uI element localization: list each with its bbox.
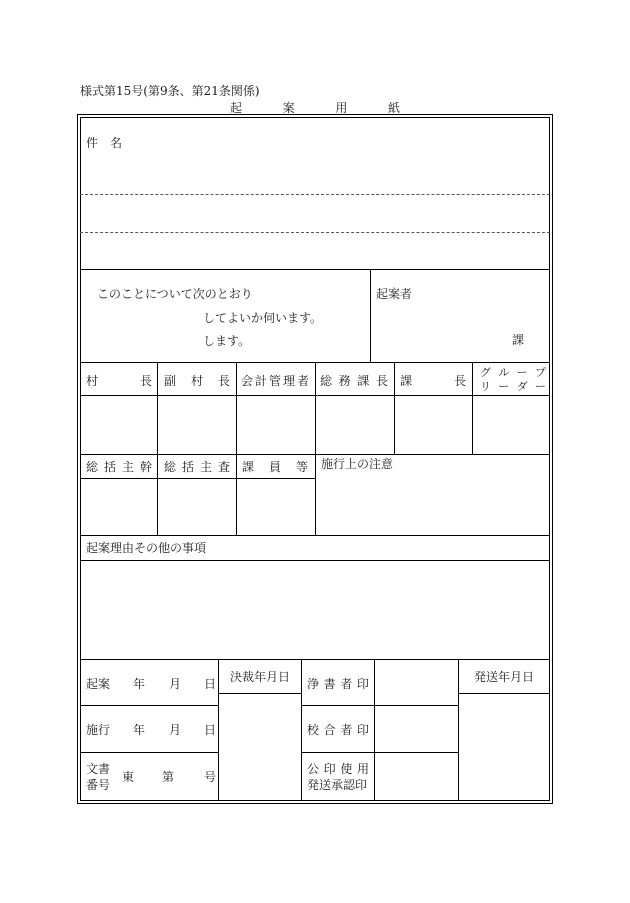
request-line-1: このことについて次のとおり xyxy=(97,287,253,301)
subject-line-1 xyxy=(80,194,550,195)
divider xyxy=(218,693,301,694)
deputy-chief-header: 副 村 長 xyxy=(164,374,230,388)
doc-number-suffix: 号 xyxy=(204,770,217,784)
divider xyxy=(80,705,218,706)
seal-use-label: 公 印 使 用 xyxy=(307,762,369,776)
request-line-3: します。 xyxy=(203,334,251,348)
drafted-label: 起案 xyxy=(86,677,111,691)
divider xyxy=(157,362,158,535)
section-chief-header: 課 長 xyxy=(400,374,466,388)
village-chief-header: 村 長 xyxy=(86,374,152,388)
divider xyxy=(80,659,550,660)
drafted-day: 日 xyxy=(204,677,217,691)
drafted-year: 年 xyxy=(133,677,146,691)
doc-label-1: 文書 xyxy=(86,762,111,776)
divider xyxy=(80,535,550,536)
group-leader-header-2: リ ー ダ ー xyxy=(480,380,546,393)
divider xyxy=(236,362,237,535)
divider xyxy=(374,659,375,801)
divider xyxy=(458,659,459,801)
request-line-2: してよいか伺います。 xyxy=(203,311,323,325)
reason-label: 起案理由その他の事項 xyxy=(86,541,207,555)
decision-date-label: 決裁年月日 xyxy=(230,670,291,684)
title-char: 紙 xyxy=(387,101,400,115)
dispatch-approval-label: 発送承認印 xyxy=(307,778,368,792)
group-leader-header-1: グ ル ー プ xyxy=(480,366,546,379)
enforced-year: 年 xyxy=(133,723,146,737)
general-affairs-chief-header: 総 務 課 長 xyxy=(320,374,388,388)
clean-copy-label: 浄 書 者 印 xyxy=(307,677,369,691)
subject-line-2 xyxy=(80,232,550,233)
subject-label: 件 名 xyxy=(86,136,123,150)
divider xyxy=(80,454,550,455)
divider xyxy=(301,705,458,706)
divider xyxy=(301,752,458,753)
notes-label: 施行上の注意 xyxy=(321,457,394,471)
divider xyxy=(472,362,473,454)
accounting-manager-header: 会 計 管 理 者 xyxy=(241,374,309,388)
enforced-month: 月 xyxy=(169,723,182,737)
clerk-header: 課 員 等 xyxy=(242,460,308,474)
drafter-section: 課 xyxy=(512,333,525,347)
divider xyxy=(80,752,218,753)
form-id: 様式第15号(第9条、第21条関係) xyxy=(80,84,260,98)
divider xyxy=(394,362,395,454)
dispatch-date-label: 発送年月日 xyxy=(474,670,535,684)
general-supervisor-header: 総 括 主 幹 xyxy=(86,460,152,474)
proofreader-label: 校 合 者 印 xyxy=(307,723,369,737)
title-char: 案 xyxy=(282,101,295,115)
enforced-day: 日 xyxy=(204,723,217,737)
doc-number-prefix: 東 xyxy=(122,770,135,784)
doc-label-2: 番号 xyxy=(86,778,111,792)
drafted-month: 月 xyxy=(169,677,182,691)
divider xyxy=(315,362,316,535)
divider xyxy=(80,269,550,270)
title-char: 起 xyxy=(230,101,243,115)
divider xyxy=(80,478,315,479)
doc-number-mid: 第 xyxy=(162,770,175,784)
divider xyxy=(218,659,219,801)
divider xyxy=(370,269,371,362)
general-inspector-header: 総 括 主 査 xyxy=(164,460,230,474)
enforced-label: 施行 xyxy=(86,723,111,737)
drafter-label: 起案者 xyxy=(376,287,413,301)
divider xyxy=(458,693,550,694)
divider xyxy=(301,659,302,801)
divider xyxy=(80,560,550,561)
title-char: 用 xyxy=(335,101,348,115)
